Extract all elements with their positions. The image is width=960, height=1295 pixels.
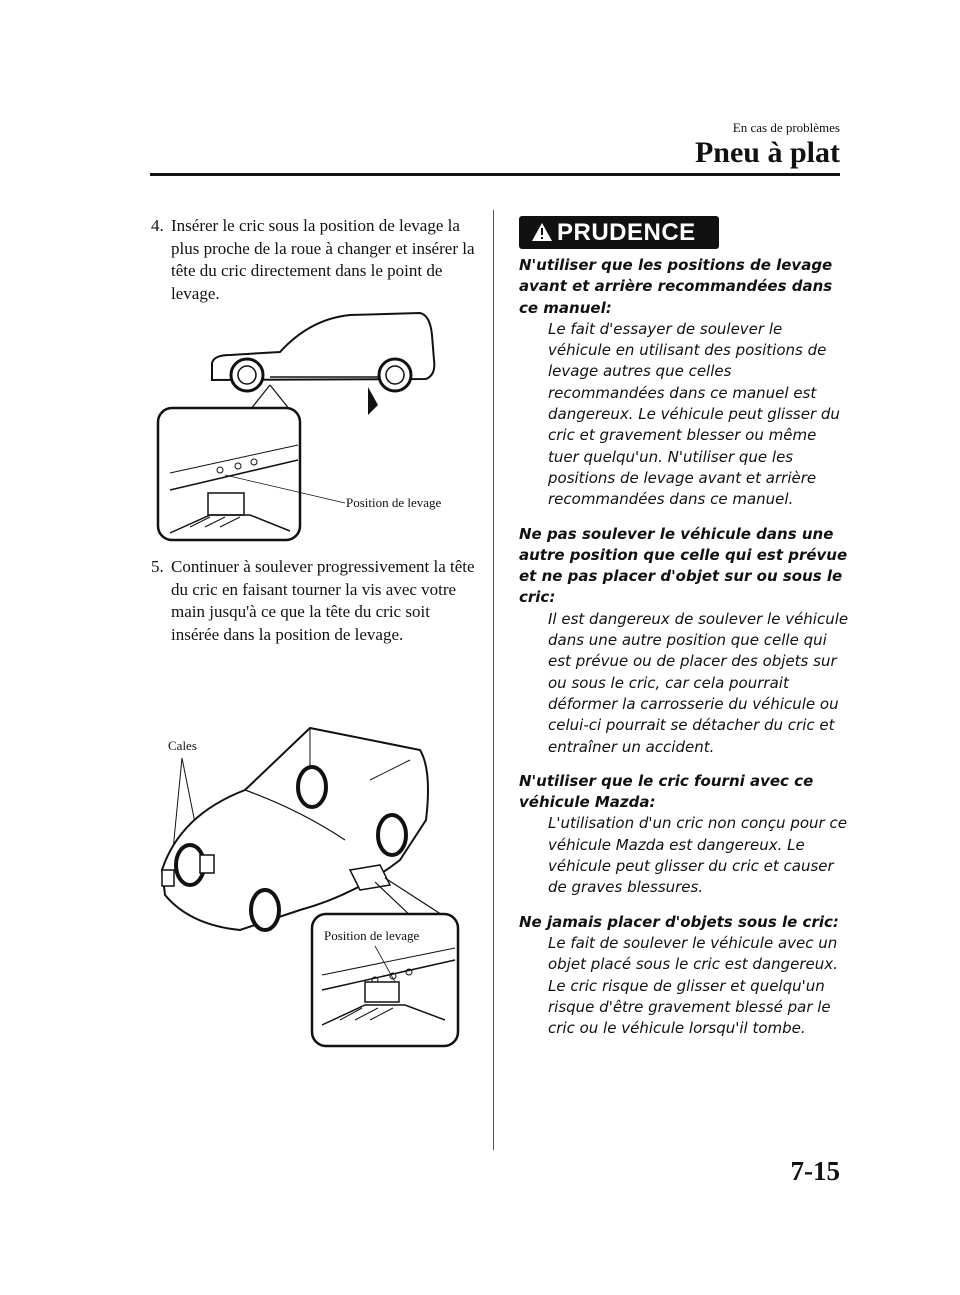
warning-icon [531, 222, 553, 242]
page-title: Pneu à plat [694, 136, 840, 169]
step-number: 4. [151, 216, 164, 235]
page-number: 7-15 [790, 1156, 840, 1186]
jack-position-side-figure [150, 305, 470, 545]
jack-detail-inset [158, 408, 345, 540]
caution-body: Le fait d'essayer de soulever le véhicule en utilisant des positions de levage autres que celles recommandées dans ce manuel est dangereux. Le véhicule peut glisser du cric et gravement blesser ou même tuer quelqu'un. N'utiliser que les positions de levage avant et arrière recommandées dans ce manuel. [548, 319, 840, 509]
step-4 [151, 215, 476, 305]
caution-heading: N'utiliser que les positions de levage avant et arrière recommandées dans ce manuel: [519, 256, 833, 317]
caution-heading: Ne pas soulever le véhicule dans une autre position que celle qui est prévue et ne pas placer d'objet sur ou sous le cric: [519, 524, 848, 607]
header-divider [150, 173, 840, 176]
column-divider [493, 210, 494, 1150]
warning-badge [519, 216, 719, 249]
caution-body: L'utilisation d'un cric non conçu pour ce véhicule Mazda est dangereux. Le véhicule peut glisser du cric et causer de graves blessures. [548, 814, 847, 897]
step-text: Insérer le cric sous la position de levage la plus proche de la roue à changer et insérer la tête du cric directement dans le point de levage. [171, 216, 475, 303]
caution-item [519, 524, 849, 758]
step-5 [151, 556, 476, 646]
warning-label: PRUDENCE [557, 219, 696, 246]
chocks-label: Cales [168, 738, 197, 753]
lift-position-label: Position de levage [324, 928, 420, 943]
caution-item [519, 912, 849, 1040]
caution-body: Il est dangereux de soulever le véhicule dans une autre position que celle qui est prévue ou de placer des objets sur ou sous le cric, car cela pourrait déformer la carrosserie du véhicule ou celui-ci pourrait se détacher du cric et entraîner un accident. [548, 609, 849, 756]
lift-position-label: Position de levage [346, 495, 442, 510]
caution-body: Le fait de soulever le véhicule avec un objet placé sous le cric est dangereux. Le cric risque de glisser et quelqu'un risque d'être gravement blessé par le cric ou le véhicule lorsqu'il tombe. [548, 933, 838, 1038]
caution-heading: N'utiliser que le cric fourni avec ce véhicule Mazda: [519, 771, 814, 812]
caution-heading: Ne jamais placer d'objets sous le cric: [519, 912, 839, 931]
jack-position-chocks-figure [150, 720, 470, 1055]
section-label: En cas de problèmes [732, 120, 840, 135]
arrow-icon [368, 387, 378, 415]
step-number: 5. [151, 557, 164, 576]
caution-item [519, 771, 849, 899]
caution-list [519, 255, 849, 1052]
caution-item [519, 255, 849, 511]
step-text: Continuer à soulever progressivement la tête du cric en faisant tourner la vis avec votre main jusqu'à ce que la tête du cric soit insérée dans la position de levage. [171, 557, 475, 644]
